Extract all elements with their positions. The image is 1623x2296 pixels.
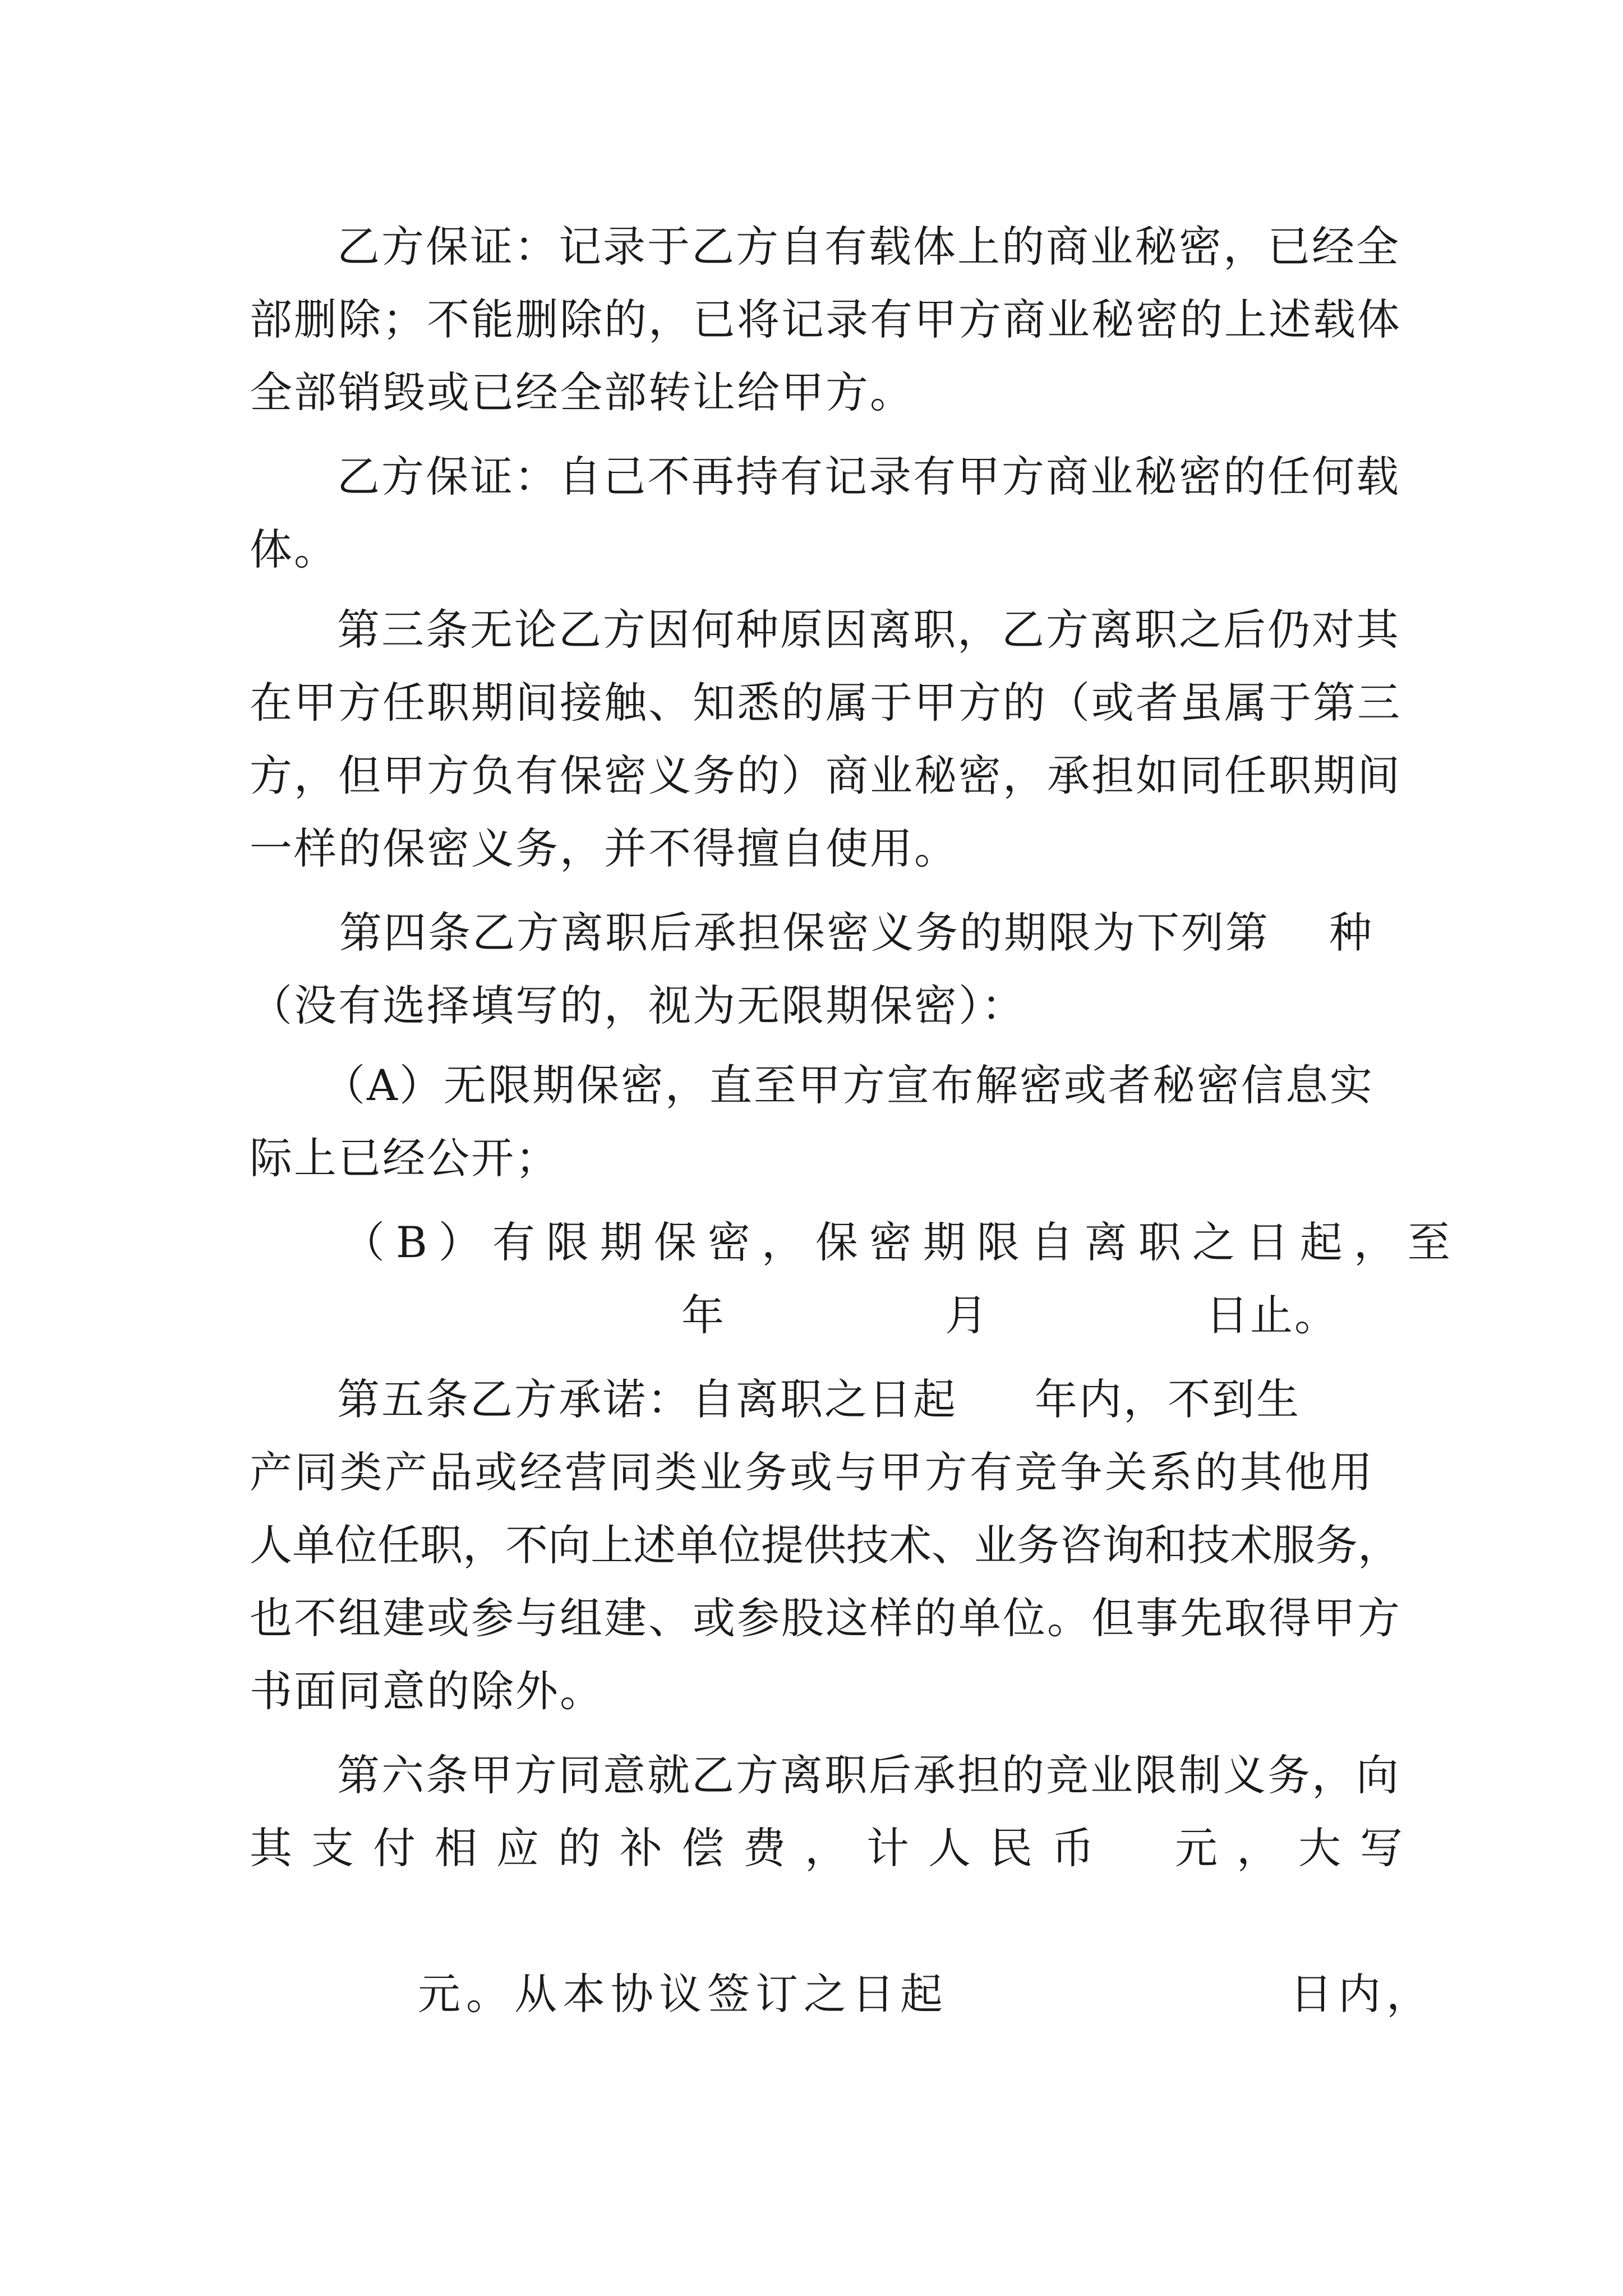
day-label: 日止。 bbox=[1206, 1290, 1339, 1340]
paragraph-line: 也不组建或参与组建、或参股这样的单位。但事先取得甲方 bbox=[250, 1593, 1401, 1643]
paragraph-line: 书面同意的除外。 bbox=[250, 1666, 604, 1716]
clause-text: 第四条乙方离职后承担保密义务的期限为下列第 bbox=[339, 908, 1270, 958]
clause-text: 元。从本协议签订之日起 bbox=[418, 1969, 948, 2019]
paragraph-line: 全部销毁或已经全部转让给甲方。 bbox=[250, 367, 914, 417]
paragraph-line: 际上已经公开； bbox=[250, 1133, 560, 1183]
clause-text: 日内， bbox=[1290, 1969, 1435, 2019]
paragraph-line: （A）无限期保密，直至甲方宣布解密或者秘密信息实 bbox=[322, 1060, 1374, 1110]
paragraph-line: 第六条甲方同意就乙方离职后承担的竞业限制义务，向 bbox=[337, 1750, 1400, 1800]
clause-text: 第五条乙方承诺：自离职之日起 bbox=[337, 1374, 957, 1424]
clause-text: 其支付相应的补偿费，计人民币 bbox=[250, 1823, 1113, 1873]
paragraph-line: 第三条无论乙方因何种原因离职，乙方离职之后仍对其 bbox=[337, 605, 1400, 655]
paragraph-line: 部删除；不能删除的，已将记录有甲方商业秘密的上述载体 bbox=[250, 295, 1401, 344]
paragraph-line: 体。 bbox=[250, 524, 338, 574]
paragraph-line: 乙方保证：自己不再持有记录有甲方商业秘密的任何载 bbox=[337, 452, 1400, 501]
clause-text: 年内，不到生 bbox=[1035, 1374, 1301, 1424]
paragraph-line bbox=[250, 1963, 1435, 2025]
paragraph-line bbox=[250, 1818, 1422, 1879]
paragraph-line bbox=[250, 1369, 1374, 1430]
paragraph-line: 产同类产品或经营同类业务或与甲方有竞争关系的其他用 bbox=[250, 1447, 1374, 1497]
paragraph-line: 人单位任职，不向上述单位提供技术、业务咨询和技术服务， bbox=[250, 1520, 1400, 1570]
paragraph-line: 一样的保密义务，并不得擅自使用。 bbox=[250, 823, 958, 873]
paragraph-line bbox=[250, 1285, 1374, 1346]
paragraph-line: （B）有限期保密，保密期限自离职之日起，至 bbox=[342, 1217, 1461, 1267]
paragraph-line: （没有选择填写的，视为无限期保密）： bbox=[250, 981, 1026, 1030]
paragraph-line bbox=[250, 902, 1374, 964]
month-label: 月 bbox=[945, 1290, 989, 1340]
blank-suffix: 种 bbox=[1329, 908, 1373, 958]
clause-text: 元，大写 bbox=[1175, 1823, 1422, 1873]
paragraph-line: 在甲方任职期间接触、知悉的属于甲方的（或者虽属于第三 bbox=[250, 678, 1401, 728]
paragraph-line: 方，但甲方负有保密义务的）商业秘密，承担如同任职期间 bbox=[250, 751, 1401, 800]
year-label: 年 bbox=[681, 1290, 726, 1340]
paragraph-line: 乙方保证：记录于乙方自有载体上的商业秘密，已经全 bbox=[337, 222, 1400, 272]
